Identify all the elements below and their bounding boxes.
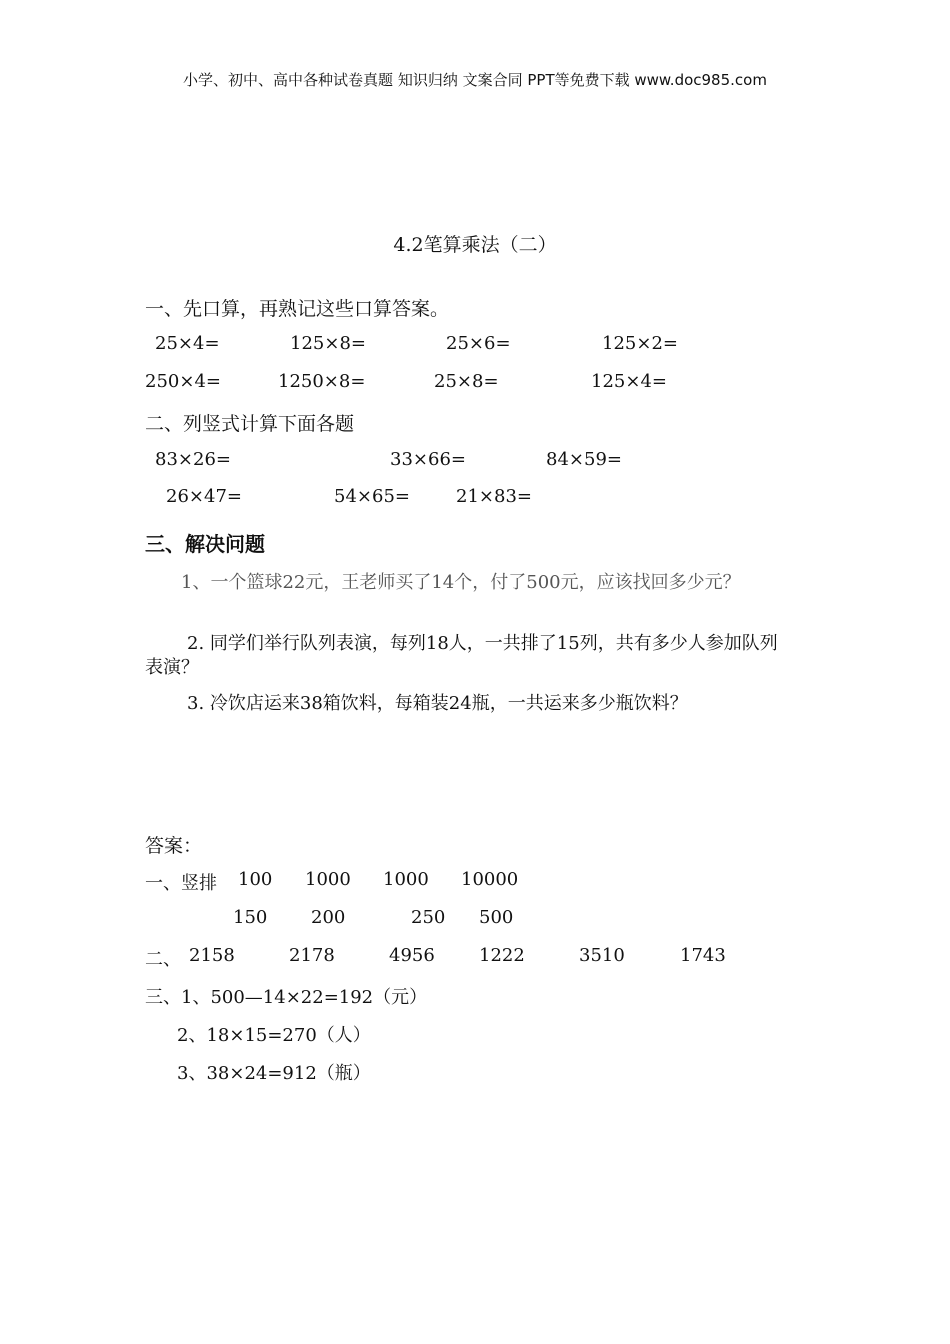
- answer-value: 200: [311, 907, 346, 928]
- oral-calc-item: 25×6=: [446, 333, 511, 354]
- answer-value: 250: [411, 907, 446, 928]
- oral-calc-item: 125×8=: [290, 333, 366, 354]
- oral-calc-item: 1250×8=: [278, 371, 366, 392]
- answer-s1-label: 一、竖排: [145, 873, 217, 894]
- answer-value: 1743: [680, 945, 726, 966]
- vertical-calc-item: 33×66=: [390, 449, 466, 470]
- answer-value: 4956: [389, 945, 435, 966]
- word-problem-1: 1、一个篮球22元，王老师买了14个，付了500元，应该找回多少元？: [181, 572, 741, 593]
- answer-s2-label: 二、: [145, 949, 181, 970]
- answer-value: 3510: [579, 945, 625, 966]
- section2-heading: 二、列竖式计算下面各题: [145, 413, 355, 435]
- oral-calc-item: 125×4=: [591, 371, 667, 392]
- answers-heading: 答案：: [145, 835, 203, 857]
- answer-value: 1000: [305, 869, 351, 890]
- answer-s3-line: 3、38×24=912（瓶）: [177, 1063, 371, 1084]
- vertical-calc-item: 26×47=: [166, 486, 242, 507]
- vertical-calc-item: 83×26=: [155, 449, 231, 470]
- page-title: 4.2笔算乘法（二）: [393, 234, 557, 256]
- answer-value: 2178: [289, 945, 335, 966]
- answer-value: 2158: [189, 945, 235, 966]
- answer-value: 500: [479, 907, 514, 928]
- answer-value: 150: [233, 907, 268, 928]
- section3-heading: 三、解决问题: [145, 532, 265, 556]
- answer-value: 10000: [461, 869, 519, 890]
- page-header: 小学、初中、高中各种试卷真题 知识归纳 文案合同 PPT等免费下载 www.doc985.com: [183, 71, 767, 89]
- answer-s3-line: 三、1、500—14×22=192（元）: [145, 987, 428, 1008]
- oral-calc-item: 25×4=: [155, 333, 220, 354]
- word-problem-2: 2. 同学们举行队列表演，每列18人，一共排了15列，共有多少人参加队列表演？: [145, 633, 778, 678]
- vertical-calc-item: 54×65=: [334, 486, 410, 507]
- oral-calc-item: 250×4=: [145, 371, 221, 392]
- vertical-calc-item: 84×59=: [546, 449, 622, 470]
- answer-value: 1222: [479, 945, 525, 966]
- answer-s3-line: 2、18×15=270（人）: [177, 1025, 371, 1046]
- vertical-calc-item: 21×83=: [456, 486, 532, 507]
- answer-value: 1000: [383, 869, 429, 890]
- section1-heading: 一、先口算，再熟记这些口算答案。: [145, 298, 450, 320]
- answer-value: 100: [238, 869, 273, 890]
- oral-calc-item: 25×8=: [434, 371, 499, 392]
- word-problem-3: 3. 冷饮店运来38箱饮料，每箱装24瓶，一共运来多少瓶饮料？: [187, 693, 688, 714]
- oral-calc-item: 125×2=: [602, 333, 678, 354]
